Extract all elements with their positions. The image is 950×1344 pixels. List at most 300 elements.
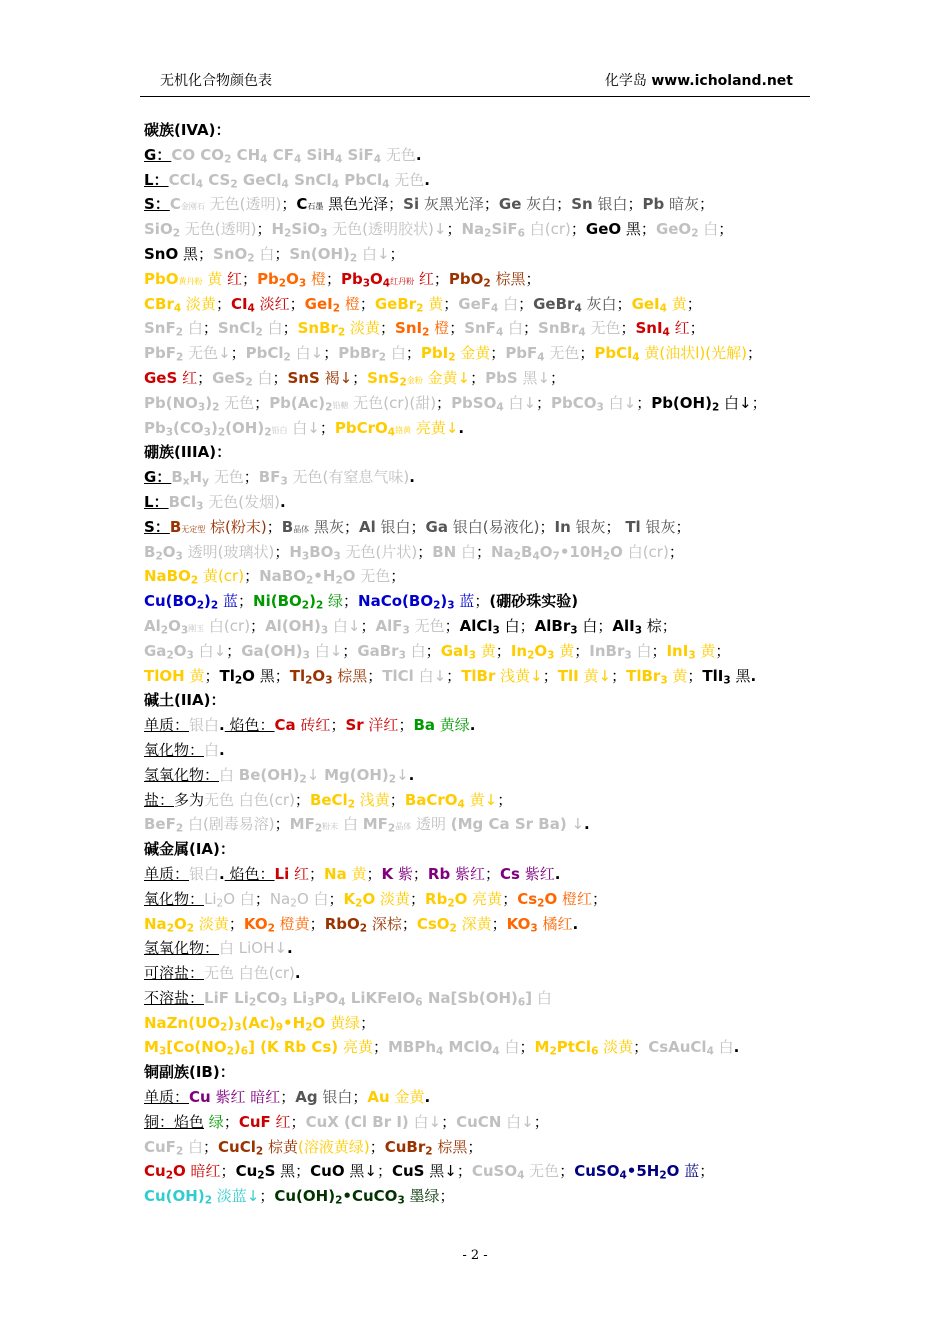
text-segment: 3 bbox=[158, 1046, 167, 1059]
text-segment: PbO bbox=[144, 269, 179, 288]
text-segment: K bbox=[343, 889, 356, 908]
text-segment: 墨绿 bbox=[404, 1187, 440, 1206]
text-line bbox=[144, 1085, 812, 1110]
text-segment: BeCl bbox=[309, 790, 348, 809]
text-segment: Na bbox=[324, 864, 347, 883]
text-segment: 橙黄 bbox=[274, 914, 310, 933]
text-segment: 铬黄 bbox=[395, 425, 412, 435]
text-segment: ； bbox=[282, 319, 298, 338]
text-segment: GeI bbox=[631, 294, 660, 313]
text-segment: 银白 bbox=[375, 517, 411, 536]
text-segment: SnO bbox=[213, 244, 248, 263]
text-segment: 无色(有窒息气味) bbox=[287, 468, 410, 487]
text-segment: 金刚石 bbox=[180, 202, 205, 212]
text-segment: O bbox=[370, 269, 383, 288]
text-segment: CsO bbox=[416, 914, 450, 933]
text-segment: ； bbox=[412, 864, 428, 883]
text-segment: 棕黄 bbox=[263, 1137, 298, 1156]
text-segment: 金黄 bbox=[389, 1088, 425, 1107]
text-segment: B bbox=[169, 517, 182, 536]
text-segment: BO bbox=[309, 542, 334, 561]
text-segment: 盐： bbox=[144, 790, 175, 809]
text-segment: 4 bbox=[619, 1170, 627, 1183]
text-segment: ) bbox=[227, 1013, 235, 1032]
text-segment: 3 bbox=[402, 624, 410, 637]
text-segment: 白(cr) bbox=[622, 542, 669, 561]
text-segment: 2 bbox=[305, 1021, 313, 1034]
text-segment: CuF bbox=[144, 1137, 176, 1156]
text-segment: 3 bbox=[203, 426, 211, 439]
text-segment: 黑色光泽 bbox=[323, 195, 389, 214]
text-segment: 6 bbox=[517, 996, 526, 1009]
text-segment: ； bbox=[751, 393, 767, 412]
text-segment: 2 bbox=[691, 227, 699, 240]
text-segment: PbCl bbox=[594, 344, 633, 363]
text-segment: 红 bbox=[669, 319, 690, 338]
text-segment: 绿 bbox=[323, 592, 344, 611]
text-segment: ； bbox=[372, 1038, 388, 1057]
text-segment: CF bbox=[267, 145, 294, 164]
text-segment: ； bbox=[254, 393, 270, 412]
text-segment: 4 bbox=[495, 327, 504, 339]
text-segment: 4 bbox=[574, 302, 582, 315]
text-segment: ； bbox=[574, 641, 590, 660]
text-segment: Ag bbox=[295, 1088, 318, 1107]
text-segment: BN bbox=[432, 542, 457, 561]
text-segment: 黄 bbox=[667, 666, 688, 685]
text-line bbox=[144, 713, 812, 738]
text-segment: 2 bbox=[267, 922, 275, 935]
text-segment: L： bbox=[144, 492, 169, 511]
text-segment: BF bbox=[258, 468, 281, 487]
text-segment: 白 bbox=[499, 1038, 520, 1057]
text-segment: O bbox=[286, 269, 299, 288]
text-segment: ； bbox=[290, 1112, 306, 1131]
text-segment: 白 bbox=[456, 542, 476, 561]
text-segment: 黄(cr) bbox=[198, 567, 245, 586]
text-segment: Be(OH) bbox=[238, 765, 300, 784]
text-segment: . bbox=[219, 716, 225, 735]
text-segment: TlI bbox=[557, 666, 579, 685]
text-segment: 石墨 bbox=[307, 202, 324, 212]
text-segment: 4 bbox=[373, 153, 382, 166]
text-segment: 氧化物： bbox=[144, 740, 205, 759]
text-segment: ； bbox=[542, 666, 558, 685]
text-segment: InI bbox=[666, 641, 689, 660]
text-segment: ； bbox=[483, 195, 499, 214]
text-segment: 银白 bbox=[189, 864, 220, 883]
text-segment: S： bbox=[144, 195, 170, 214]
text-segment: 单质： bbox=[144, 716, 190, 735]
text-segment: Na bbox=[144, 914, 167, 933]
text-segment: 硼族(IIIA)： bbox=[144, 443, 232, 462]
text-segment: 白↓ bbox=[357, 244, 390, 263]
text-segment: 4 bbox=[662, 327, 670, 339]
text-segment: •H bbox=[283, 1013, 306, 1032]
text-segment: ； bbox=[446, 220, 462, 239]
text-segment: 黑↓ bbox=[517, 368, 551, 387]
text-segment: 2 bbox=[248, 996, 257, 1009]
text-segment: ； bbox=[289, 294, 305, 313]
text-segment: PtCl bbox=[556, 1038, 592, 1057]
text-segment: 透明 bbox=[411, 815, 451, 834]
text-line bbox=[144, 168, 812, 193]
text-segment: CsAuCl bbox=[648, 1038, 707, 1057]
text-segment: ； bbox=[470, 368, 486, 387]
header-site-url[interactable]: www.icholand.net bbox=[651, 73, 793, 89]
text-segment: ； bbox=[579, 344, 595, 363]
text-segment: G： bbox=[144, 468, 172, 487]
text-line bbox=[144, 366, 812, 391]
text-segment: 砖红 bbox=[295, 716, 331, 735]
text-segment: O bbox=[312, 666, 326, 685]
text-segment: 2 bbox=[483, 277, 491, 290]
text-segment: 黑 bbox=[275, 1162, 296, 1181]
text-segment: O bbox=[454, 889, 468, 908]
text-segment: 铅糖 bbox=[332, 400, 349, 410]
text-segment: H bbox=[271, 220, 285, 239]
text-line bbox=[144, 515, 812, 540]
text-segment: 2 bbox=[347, 798, 356, 811]
text-segment: ； bbox=[433, 269, 449, 288]
text-segment: 白 bbox=[532, 988, 552, 1007]
text-segment: 2 bbox=[196, 599, 205, 612]
text-segment: 焰色： bbox=[224, 716, 275, 735]
text-segment: 3 bbox=[570, 624, 578, 637]
text-segment: ； bbox=[550, 368, 566, 387]
text-segment: 淡黄 bbox=[345, 319, 380, 338]
text-segment: 2 bbox=[160, 624, 169, 637]
text-segment: 无定型 bbox=[181, 524, 206, 534]
text-segment: ] (K Rb Cs) bbox=[248, 1038, 339, 1057]
text-segment: ； bbox=[280, 1088, 296, 1107]
text-segment: ； bbox=[495, 641, 511, 660]
text-segment: 白 bbox=[338, 815, 363, 834]
text-segment: 白 bbox=[386, 344, 406, 363]
text-segment: 4 bbox=[387, 426, 396, 439]
text-segment: 黑↓ bbox=[424, 1162, 457, 1181]
text-segment: O bbox=[168, 616, 181, 635]
text-segment: 黑 bbox=[621, 220, 641, 239]
text-segment: ； bbox=[597, 616, 613, 635]
text-segment: ； bbox=[636, 393, 652, 412]
text-segment: 2 bbox=[335, 1194, 343, 1207]
text-segment: ； bbox=[439, 1187, 455, 1206]
text-segment: 2 bbox=[305, 574, 314, 587]
text-segment: 白 bbox=[631, 641, 652, 660]
text-segment: O bbox=[173, 641, 187, 660]
text-line bbox=[144, 465, 812, 490]
text-segment: O bbox=[362, 889, 376, 908]
text-segment: (OH) bbox=[225, 418, 265, 437]
text-segment: ； bbox=[369, 1137, 385, 1156]
text-segment: 褐↓ bbox=[319, 368, 353, 387]
text-segment: AlCl bbox=[459, 616, 493, 635]
text-segment: CuCl bbox=[218, 1137, 256, 1156]
text-segment: 2 bbox=[172, 227, 181, 240]
text-segment: (溶液黄绿) bbox=[297, 1137, 370, 1156]
text-segment: ； bbox=[256, 220, 272, 239]
text-segment: ； bbox=[259, 1187, 275, 1206]
text-segment: TlBr bbox=[461, 666, 496, 685]
text-segment: 橘红 bbox=[537, 914, 573, 933]
text-line bbox=[144, 614, 812, 639]
text-segment: 2 bbox=[447, 897, 455, 910]
text-segment: 2 bbox=[204, 1194, 213, 1207]
text-segment: 铜副族(IB)： bbox=[144, 1063, 235, 1082]
text-segment: Au bbox=[367, 1088, 390, 1107]
text-segment: 无色↓ bbox=[183, 344, 231, 363]
text-segment: ； bbox=[366, 864, 382, 883]
text-line bbox=[144, 540, 812, 565]
text-segment: 无色(透明胶状)↓ bbox=[327, 220, 447, 239]
text-segment: TlI bbox=[702, 666, 724, 685]
text-segment: KO bbox=[506, 914, 531, 933]
text-segment: 银白 bbox=[317, 1088, 353, 1107]
text-segment: 3 bbox=[280, 475, 288, 488]
text-segment: B bbox=[281, 517, 294, 536]
text-segment: 2 bbox=[332, 302, 341, 315]
text-segment: ； bbox=[410, 517, 426, 536]
text-segment: 2 bbox=[175, 822, 184, 835]
text-segment: 4 bbox=[537, 351, 545, 364]
text-segment: 黄丹粉 bbox=[178, 276, 203, 286]
text-segment: Ga bbox=[144, 641, 167, 660]
text-segment: 淡蓝↓ bbox=[212, 1187, 260, 1206]
text-segment: ) bbox=[309, 592, 316, 611]
text-segment: 碳族(IVA)： bbox=[144, 121, 231, 139]
text-segment: S： bbox=[144, 517, 170, 536]
text-segment: C bbox=[296, 195, 308, 214]
text-segment: CO CO bbox=[171, 145, 225, 164]
text-segment: . bbox=[408, 765, 415, 784]
text-segment: ； bbox=[592, 889, 608, 908]
text-segment: 银白(易液化) bbox=[447, 517, 540, 536]
text-segment: ； bbox=[491, 914, 507, 933]
text-segment: 白↓ bbox=[408, 1112, 442, 1131]
text-segment: PbCl bbox=[245, 344, 284, 363]
text-segment: BeF bbox=[144, 815, 176, 834]
text-line bbox=[144, 664, 812, 689]
text-segment: 2 bbox=[186, 922, 195, 935]
text-line bbox=[144, 391, 812, 416]
text-segment: 灰黑光泽 bbox=[419, 195, 484, 214]
text-line bbox=[144, 1035, 812, 1060]
text-segment: 3 bbox=[186, 649, 194, 662]
text-segment: 2 bbox=[166, 649, 174, 662]
text-segment: ； bbox=[380, 319, 396, 338]
text-segment: 7 bbox=[552, 550, 560, 563]
text-segment: 白 bbox=[204, 740, 220, 759]
text-segment: O bbox=[242, 666, 255, 685]
text-segment: B bbox=[144, 542, 156, 561]
text-segment: 2 bbox=[283, 351, 291, 364]
text-segment: ； bbox=[250, 616, 266, 635]
text-segment: 3 bbox=[398, 649, 406, 662]
text-segment: 3 bbox=[279, 996, 288, 1009]
text-segment: 紫红 bbox=[450, 864, 485, 883]
text-segment: LiF Li bbox=[204, 988, 249, 1007]
text-segment: GaBr bbox=[357, 641, 399, 660]
text-segment: ) bbox=[204, 592, 211, 611]
text-segment: SnI bbox=[635, 319, 663, 338]
text-segment: MBPh bbox=[387, 1038, 437, 1057]
text-segment: ； bbox=[570, 220, 586, 239]
text-segment: BCl bbox=[168, 492, 197, 511]
text-line bbox=[144, 564, 812, 589]
text-segment: 3 bbox=[301, 550, 310, 563]
text-segment: ； bbox=[449, 319, 465, 338]
text-segment: 白↓ bbox=[287, 418, 320, 437]
text-segment: ； bbox=[675, 517, 691, 536]
text-segment: 紫红 暗红 bbox=[210, 1088, 281, 1107]
text-segment: NaBO bbox=[144, 567, 191, 586]
text-segment: 2 bbox=[234, 674, 243, 687]
text-segment: ； bbox=[668, 542, 684, 561]
text-segment: Sr bbox=[345, 716, 364, 735]
text-segment: L： bbox=[144, 170, 169, 189]
text-segment: ； bbox=[699, 1162, 715, 1181]
text-segment: ； bbox=[502, 889, 518, 908]
text-segment: O bbox=[666, 1162, 680, 1181]
text-segment: 2 bbox=[425, 1145, 433, 1158]
text-segment: 4 bbox=[659, 302, 667, 315]
text-segment: Pb(OH) bbox=[651, 393, 712, 412]
text-segment: 黑 bbox=[730, 666, 751, 685]
text-segment: 6 bbox=[240, 1046, 249, 1059]
text-segment: 白 bbox=[577, 616, 598, 635]
text-segment: •H bbox=[313, 567, 336, 586]
text-segment: ； bbox=[352, 368, 368, 387]
text-segment: 无色(发烟) bbox=[203, 492, 280, 511]
text-segment: 4 bbox=[281, 178, 289, 191]
text-segment: 白↓ bbox=[719, 393, 752, 412]
text-segment: 金黄↓ bbox=[422, 368, 471, 387]
text-segment: 棕黑 bbox=[490, 269, 526, 288]
text-segment: SiO bbox=[144, 220, 173, 239]
text-segment: 2 bbox=[659, 1170, 667, 1183]
text-segment: Mg(OH) bbox=[324, 765, 389, 784]
text-segment: 晶体 bbox=[395, 822, 412, 832]
text-segment: 白 bbox=[252, 368, 273, 387]
text-segment: ； bbox=[328, 889, 344, 908]
text-segment: 4 bbox=[578, 327, 586, 339]
text-segment: Cu(OH) bbox=[144, 1187, 205, 1206]
text-line bbox=[144, 961, 812, 986]
header-rule bbox=[140, 96, 810, 97]
text-line bbox=[144, 887, 812, 912]
text-segment: ； bbox=[238, 592, 254, 611]
text-segment: ； bbox=[715, 641, 731, 660]
text-segment: 金粉 bbox=[406, 375, 423, 385]
text-segment: TlCl bbox=[382, 666, 414, 685]
text-segment: Cs bbox=[517, 889, 538, 908]
text-segment: 3 bbox=[447, 599, 455, 612]
text-segment: . bbox=[294, 964, 301, 983]
text-segment: 3 bbox=[333, 550, 341, 563]
text-segment: ； bbox=[633, 1038, 649, 1057]
text-segment: ； bbox=[539, 517, 555, 536]
text-segment: ； bbox=[467, 1137, 483, 1156]
text-segment: 2 bbox=[257, 1170, 265, 1183]
text-segment: MF bbox=[289, 815, 315, 834]
text-segment: 银灰 bbox=[570, 517, 606, 536]
text-segment: y bbox=[202, 475, 209, 488]
text-segment: 焰色： bbox=[224, 864, 275, 883]
text-segment: 棕 bbox=[642, 616, 662, 635]
text-segment: CI bbox=[230, 294, 248, 313]
text-segment: ； bbox=[640, 220, 656, 239]
text-segment: 4 bbox=[457, 798, 465, 811]
text-segment: 红 bbox=[414, 269, 434, 288]
text-segment: 金黄 bbox=[455, 344, 491, 363]
text-segment: GeS bbox=[212, 368, 246, 387]
text-segment: CS bbox=[203, 170, 231, 189]
text-line bbox=[144, 1011, 812, 1036]
text-segment: . bbox=[219, 740, 225, 759]
text-segment: Ba bbox=[413, 716, 436, 735]
text-segment: CuSO bbox=[574, 1162, 620, 1181]
text-segment: 2 bbox=[314, 822, 323, 835]
text-segment: ； bbox=[475, 542, 491, 561]
text-segment: x bbox=[182, 475, 190, 488]
text-segment: PbCO bbox=[551, 393, 597, 412]
text-segment: 无色 bbox=[219, 393, 255, 412]
text-segment: CuX (Cl Br I) bbox=[305, 1112, 409, 1131]
text-segment: GaI bbox=[440, 641, 469, 660]
text-segment: 深棕 bbox=[367, 914, 402, 933]
text-segment: Cu(BO bbox=[144, 592, 197, 611]
text-segment: 4 bbox=[517, 1170, 525, 1183]
text-segment: 碱金属(IA)： bbox=[144, 840, 235, 859]
text-segment: 2 bbox=[513, 550, 521, 563]
text-segment: ； bbox=[389, 790, 405, 809]
text-segment: InBr bbox=[589, 641, 625, 660]
text-segment: . bbox=[469, 716, 476, 735]
text-segment: PbF bbox=[505, 344, 538, 363]
header-title: 无机化合物颜色表 bbox=[160, 73, 272, 89]
text-segment: 无色(透明) bbox=[180, 220, 257, 239]
text-segment: 3 bbox=[196, 500, 204, 513]
text-segment: 黄绿 bbox=[325, 1013, 361, 1032]
text-segment: BaCrO bbox=[404, 790, 458, 809]
text-segment: 无色 bbox=[389, 170, 425, 189]
text-segment: 3 bbox=[634, 624, 642, 637]
text-segment: 白↓ bbox=[193, 641, 227, 660]
text-segment: 2 bbox=[290, 897, 297, 910]
text-segment: Rb bbox=[425, 889, 448, 908]
text-line bbox=[144, 936, 812, 961]
text-segment: Al bbox=[144, 616, 161, 635]
text-segment: MClO bbox=[443, 1038, 493, 1057]
text-segment: 紫红 bbox=[519, 864, 555, 883]
text-line bbox=[144, 788, 812, 813]
text-segment: LiKFeIO bbox=[345, 988, 416, 1007]
text-segment: 白(cr) bbox=[204, 616, 251, 635]
text-segment: 2 bbox=[226, 1046, 234, 1059]
text-segment: CuSO bbox=[471, 1162, 518, 1181]
text-segment: (CO bbox=[173, 418, 204, 437]
text-segment: 白↓ bbox=[328, 616, 361, 635]
text-segment: ； bbox=[274, 542, 290, 561]
text-segment: SiO bbox=[291, 220, 321, 239]
text-segment: ] bbox=[525, 988, 533, 1007]
text-segment: SnS bbox=[367, 368, 400, 387]
text-segment: 氧化物： bbox=[144, 889, 205, 908]
text-segment: 3 bbox=[320, 624, 329, 637]
text-segment: 白 bbox=[183, 1137, 204, 1156]
text-segment: 2 bbox=[355, 897, 363, 910]
